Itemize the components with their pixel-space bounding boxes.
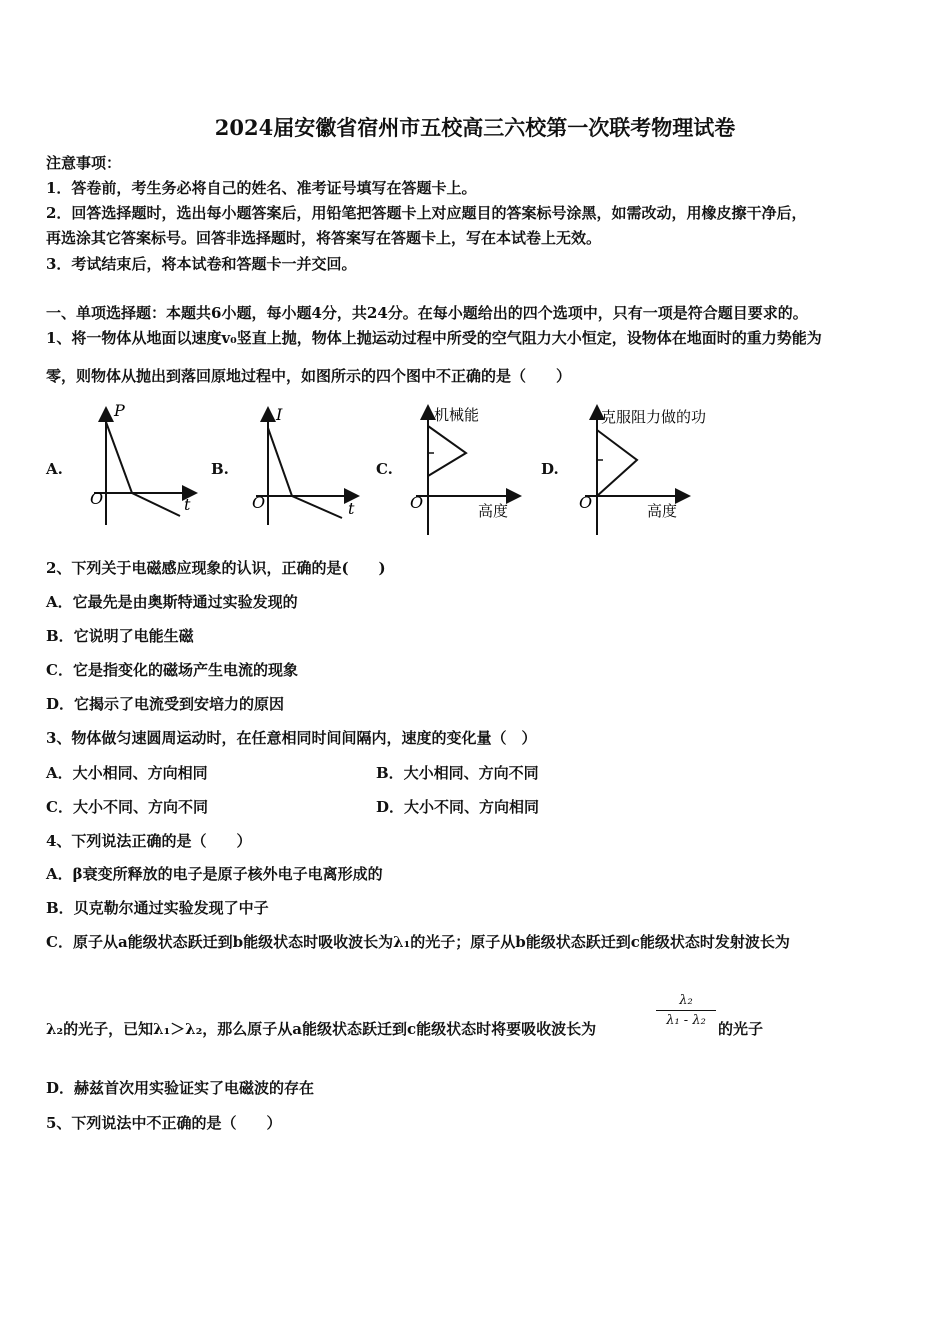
option-a: A．它最先是由奥斯特通过实验发现的 [46,593,298,611]
option-a: A．β衰变所释放的电子是原子核外电子电离形成的 [46,865,383,883]
x-label: t [184,495,191,514]
question-4-stem: 4、下列说法正确的是（ ） [46,832,252,850]
origin-label: O [90,489,104,508]
option-c-tail: 的光子 [718,1020,764,1038]
option-d-label: D. [541,460,559,478]
option-d: D．它揭示了电流受到安培力的原因 [46,695,285,713]
notice-item: 再选涂其它答案标号。回答非选择题时，将答案写在答题卡上，写在本试卷上无效。 [46,229,602,247]
y-label: P [114,401,125,420]
question-2-stem: 2、下列关于电磁感应现象的认识，正确的是( ) [46,559,386,577]
page-title: 2024届安徽省宿州市五校高三六校第一次联考物理试卷 [214,115,736,140]
option-c-cont: λ₂的光子，已知λ₁＞λ₂，那么原子从a能级状态跃迁到c能级状态时将要吸收波长为 [46,1020,597,1038]
y-label: 机械能 [434,406,480,424]
curve [106,422,180,516]
graph-b [246,400,366,530]
fraction-denominator: λ₁ - λ₂ [666,1013,706,1028]
origin-label: O [252,493,266,512]
option-d: D．赫兹首次用实验证实了电磁波的存在 [46,1079,315,1097]
fraction-numerator: λ₂ [656,993,716,1011]
option-c: C．原子从a能级状态跃迁到b能级状态时吸收波长为λ₁的光子；原子从b能级状态跃迁到c能级状态时发射波长为 [46,933,790,951]
notice-heading: 注意事项： [46,154,122,172]
wavelength-fraction [656,993,716,1028]
graph-a [84,400,204,530]
notice-item: 3．考试结束后，将本试卷和答题卡一并交回。 [46,255,357,273]
option-b: B．它说明了电能生磁 [46,627,194,645]
y-label: I [276,405,283,424]
option-b-label: B. [211,460,229,478]
option-a: A．大小相同、方向相同 [46,764,208,782]
notice-item: 2．回答选择题时，选出每小题答案后，用铅笔把答题卡上对应题目的答案标号涂黑，如需改动，用橡皮擦干净后， [46,204,807,222]
curve [268,428,342,518]
x-label: 高度 [478,502,509,520]
notice-item: 1．答卷前，考生务必将自己的姓名、准考证号填写在答题卡上。 [46,179,477,197]
x-label: t [348,499,355,518]
option-a-label: A. [46,460,63,478]
origin-label: O [410,493,424,512]
option-c-label: C. [376,460,393,478]
curve [597,430,637,496]
option-b: B．贝克勒尔通过实验发现了中子 [46,899,269,917]
option-b: B．大小相同、方向不同 [376,764,539,782]
option-c: C．大小不同、方向不同 [46,798,208,816]
section-heading: 一、单项选择题：本题共6小题，每小题4分，共24分。在每小题给出的四个选项中，只有一项是符合题目要求的。 [46,304,808,322]
x-label: 高度 [647,502,678,520]
curve [428,426,466,476]
origin-label: O [579,493,593,512]
question-1-stem: 1、将一物体从地面以速度v₀竖直上抛，物体上抛运动过程中所受的空气阻力大小恒定，设物体在地面时的重力势能为 [46,329,822,347]
option-c: C．它是指变化的磁场产生电流的现象 [46,661,298,679]
question-3-stem: 3、物体做匀速圆周运动时，在任意相同时间间隔内，速度的变化量（ ） [46,729,537,747]
y-label: 克服阻力做的功 [601,408,707,426]
option-d: D．大小不同、方向相同 [376,798,540,816]
question-1-stem-cont: 零，则物体从抛出到落回原地过程中，如图所示的四个图中不正确的是（ ） [46,367,572,385]
graph-d [575,400,735,530]
question-5-stem: 5、下列说法中不正确的是（ ） [46,1114,282,1132]
graph-c [406,400,526,530]
